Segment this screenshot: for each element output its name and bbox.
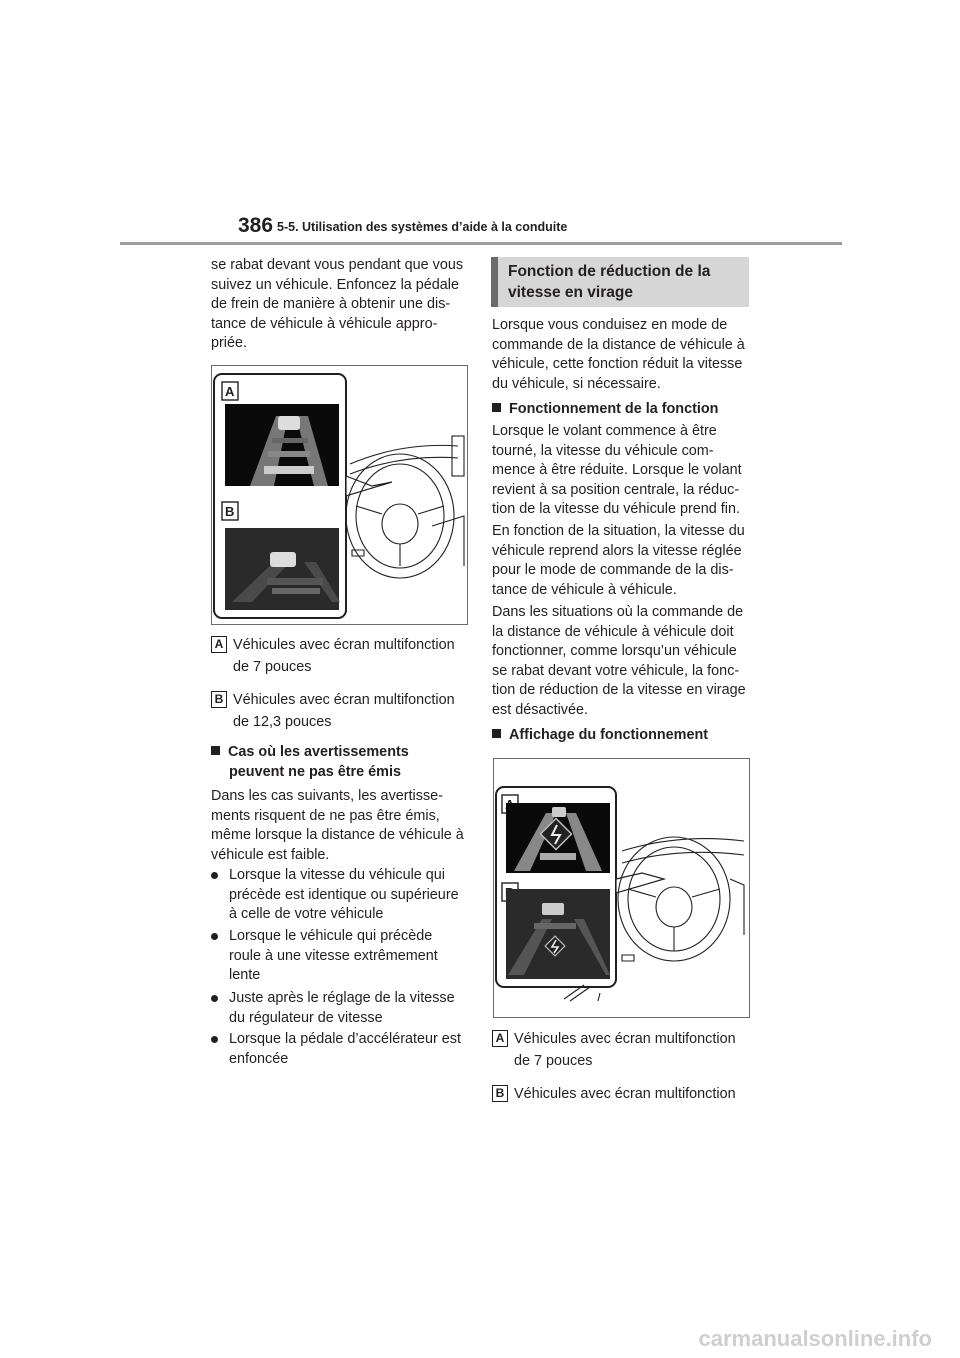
list-item: Juste après le réglage de la vitesse du régulateur de vitesse	[211, 989, 455, 1028]
list-item: Lorsque le véhicule qui précède roule à une vitesse extrêmement lente	[211, 927, 438, 986]
list-item: Lorsque la vitesse du véhicule qui précède est identique ou supérieure à celle de votre véhicule	[211, 866, 459, 925]
figure1-caption-a: A Véhicules avec écran multifonction de 7 pouces	[211, 634, 455, 678]
warnings-paragraph: Dans les cas suivants, les avertisse- ments risquent de ne pas être émis, même lorsque la distance de véhicule à véhicule est faible.	[211, 788, 464, 863]
warnings-heading: Cas où les avertissements peuvent ne pas être émis	[211, 743, 409, 782]
header-divider	[120, 242, 842, 245]
operation-paragraph-2: En fonction de la situation, la vitesse du véhicule reprend alors la vitesse réglée pour le mode de commande de la dis- tance de véhicule à véhicule.	[492, 523, 745, 598]
operation-paragraph-1: Lorsque le volant commence à être tourné, la vitesse du véhicule com- mence à être réduite. Lorsque le volant revient à sa position centrale, la réduc- tion de la vitesse du véhicule prend fin.	[492, 423, 742, 518]
operation-paragraph-3: Dans les situations où la commande de la distance de véhicule à véhicule doit fonctionner, comme lorsqu’un véhicule se rabat devant votre véhicule, la fonc- tion de réduction de la vitesse en virage est désactivée.	[492, 604, 746, 718]
dashboard-illustration	[212, 366, 467, 624]
watermark: carmanualsonline.info	[698, 1326, 932, 1351]
list-item: Lorsque la pédale d’accélérateur est enfoncée	[211, 1030, 461, 1069]
curve-intro-paragraph: Lorsque vous conduisez en mode de commande de la distance de véhicule à véhicule, cette fonction réduit la vitesse du véhicule, si nécessaire.	[492, 317, 745, 392]
section-heading-box: Fonction de réduction de la vitesse en virage	[491, 257, 749, 307]
figure-curve-speed-display	[493, 758, 750, 1018]
bullet-dot-icon	[211, 933, 218, 940]
bullet-dot-icon	[211, 1036, 218, 1043]
figure1-label-b: B	[225, 504, 235, 519]
figure2-caption-b: B Véhicules avec écran multifonction	[492, 1083, 736, 1105]
figure-distance-warning	[211, 365, 468, 625]
bullet-dot-icon	[211, 995, 218, 1002]
bullet-dot-icon	[211, 872, 218, 879]
page-number: 386	[238, 214, 274, 237]
intro-paragraph: se rabat devant vous pendant que vous suivez un véhicule. Enfoncez la pédale de frein de manière à obtenir une dis- tance de véhicule à véhicule appro- priée.	[211, 257, 464, 352]
square-bullet-icon	[492, 403, 501, 412]
caption-tag: A	[492, 1030, 508, 1047]
dashboard-illustration	[494, 759, 749, 1017]
figure1-caption-b: B Véhicules avec écran multifonction de 12,3 pouces	[211, 689, 455, 733]
square-bullet-icon	[211, 746, 220, 755]
section-title: 5-5. Utilisation des systèmes d’aide à la conduite	[277, 220, 568, 234]
caption-tag: A	[211, 636, 227, 653]
display-heading: Affichage du fonctionnement	[492, 726, 708, 746]
operation-heading: Fonctionnement de la fonction	[492, 400, 718, 420]
caption-tag: B	[492, 1085, 508, 1102]
figure1-label-a: A	[225, 384, 235, 399]
square-bullet-icon	[492, 729, 501, 738]
caption-tag: B	[211, 691, 227, 708]
figure2-caption-a: A Véhicules avec écran multifonction de 7 pouces	[492, 1028, 736, 1072]
